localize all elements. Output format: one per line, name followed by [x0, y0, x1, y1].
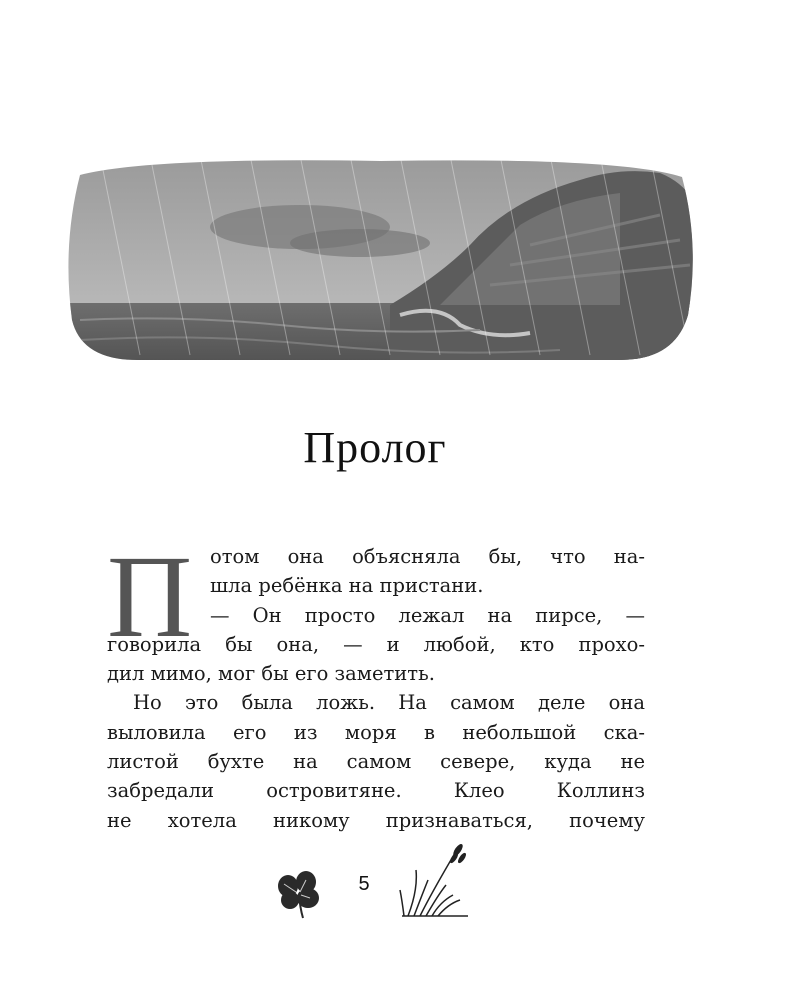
text-line: Но это была ложь. На самом деле она — [133, 691, 645, 715]
body-text — [107, 542, 645, 835]
page-number: 5 — [358, 873, 370, 895]
text-line: не хотела никому признаваться, почему — [107, 808, 645, 832]
grass-icon — [398, 840, 480, 918]
text-line: шла ребёнка на пристани. — [210, 574, 484, 598]
text-line: отом она объясняла бы, что на- — [210, 545, 645, 568]
clover-icon — [270, 868, 330, 920]
drop-cap: П — [107, 531, 193, 662]
text-line: листой бухте на самом севере, куда не — [107, 750, 645, 774]
text-line: забредали островитяне. Клео Коллинз — [107, 779, 645, 803]
text-line: дил мимо, мог бы его заметить. — [107, 662, 435, 686]
text-line: выловила его из моря в небольшой ска- — [107, 720, 645, 744]
text-line: говорила бы она, — и любой, кто прохо- — [107, 632, 645, 656]
chapter-title: Пролог — [303, 423, 447, 472]
stormy-sea-cliff-illustration — [60, 155, 700, 370]
text-line: — Он просто лежал на пирсе, — — [210, 603, 645, 627]
